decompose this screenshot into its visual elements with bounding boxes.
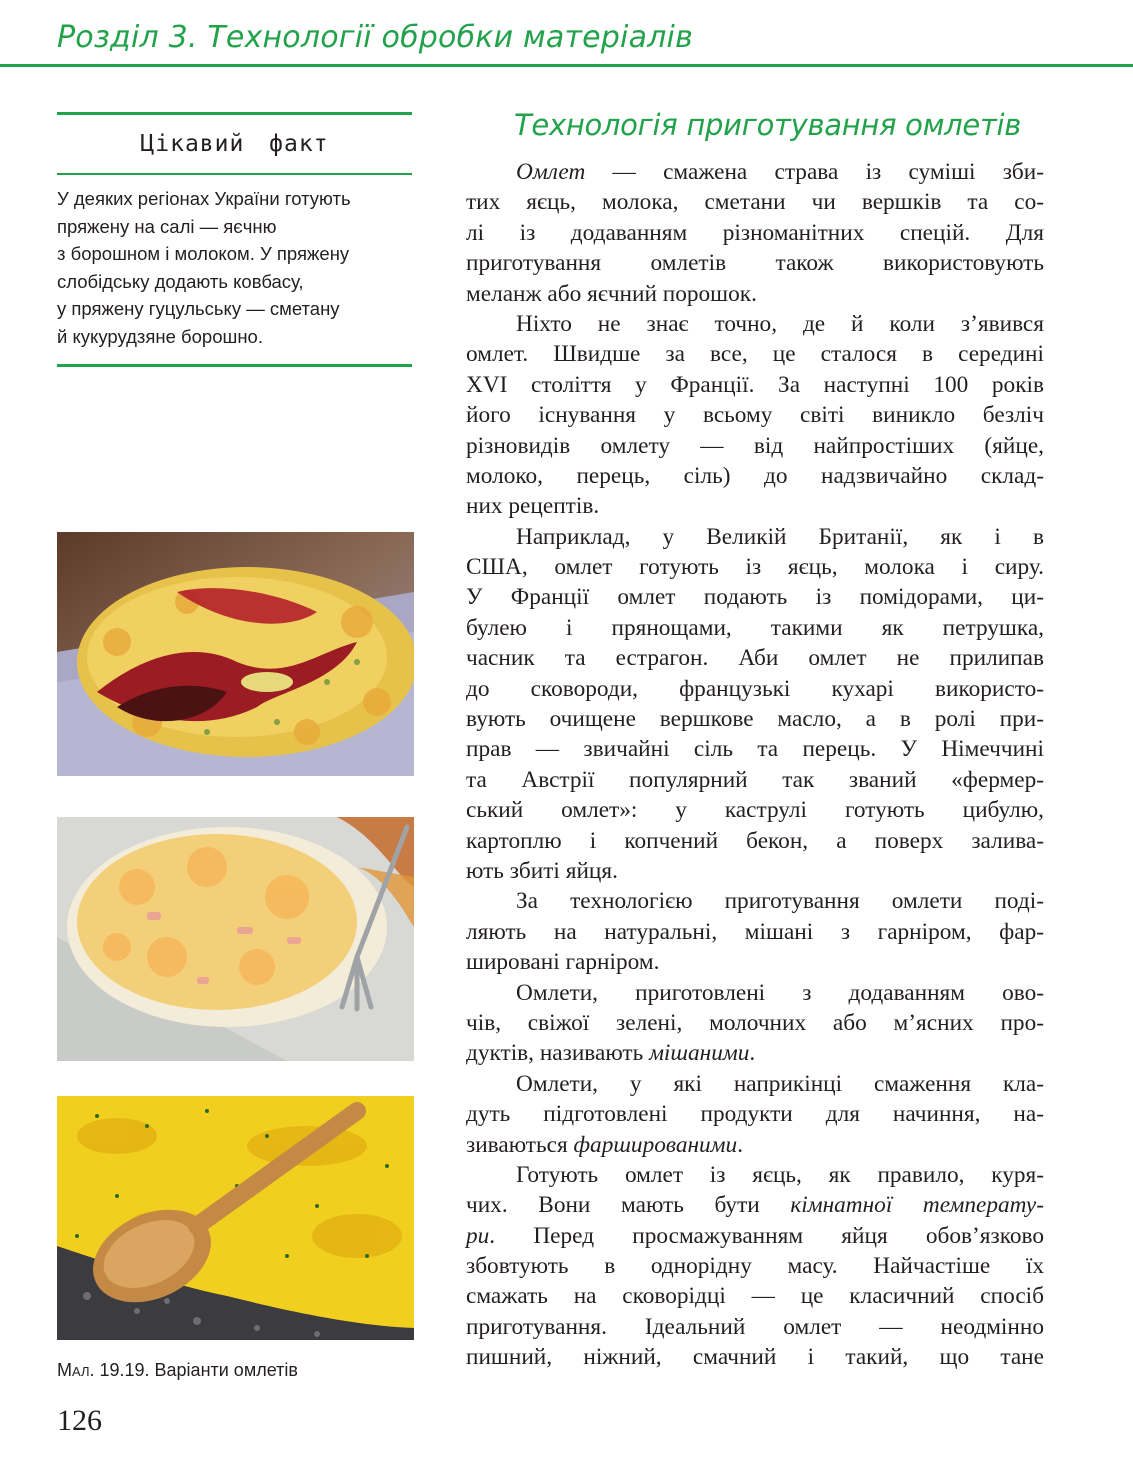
body-line: та Австрії популярний так званий «фермер-: [466, 766, 1044, 793]
page-header: [0, 0, 1133, 70]
body-line: ри. Перед просмажуванням яйця обов’язково: [466, 1222, 1044, 1249]
body-line: Омлети, у які наприкінці смаження кла-: [516, 1070, 1044, 1097]
body-line: меланж або яєчний порошок.: [466, 280, 757, 307]
fact-line: У деяких регіонах України готують: [57, 188, 351, 209]
fact-line: з борошном і молоком. У пряжену: [57, 243, 350, 264]
caption-prefix: Мал.: [57, 1360, 95, 1380]
fact-text: [57, 175, 412, 350]
body-line: них рецептів.: [466, 493, 600, 520]
body-line: збовтують в однорідну масу. Найчастіше їх: [466, 1253, 1044, 1280]
term-mixed: мішаними: [649, 1040, 750, 1067]
body-line: омлет. Швидше за все, це сталося в середині: [466, 341, 1044, 368]
figure-caption: [57, 1360, 298, 1381]
fact-line: у пряжену гуцульську — сметану: [57, 298, 340, 319]
body-line: чих. Вони мають бути кімнатної температу-: [466, 1192, 1044, 1219]
body-line: дуктів, називають мішаними.: [466, 1040, 756, 1067]
omelette-photo-sauce: [57, 532, 414, 776]
fact-title: Цікавий факт: [140, 131, 329, 157]
term-stuffed: фаршированими: [573, 1131, 738, 1158]
body-line: ють збиті яйця.: [466, 857, 618, 884]
body-line: Готують омлет із яєць, як правило, куря-: [516, 1161, 1044, 1188]
body-line: приготування. Ідеальний омлет — неодмінно: [466, 1313, 1044, 1340]
body-line: зиваються фаршированими.: [466, 1131, 744, 1158]
body-line: лі із додаванням різноманітних спецій. Для: [466, 219, 1044, 246]
body-line: Наприклад, у Великій Британії, як і в: [516, 523, 1044, 550]
fact-box: [57, 112, 412, 367]
body-line: різновидів омлету — від найпростіших (яйце,: [466, 432, 1044, 459]
omelette-photo-spoon: [57, 1096, 414, 1340]
body-line: картоплю і копчений бекон, а поверх залива-: [466, 827, 1044, 854]
body-line: Ніхто не знає точно, де й коли з’явився: [516, 310, 1044, 337]
body-line: чів, свіжої зелені, молочних або м’ясних про-: [466, 1009, 1044, 1036]
term-omelet: Омлет: [516, 159, 586, 185]
body-line: тих яєць, молока, сметани чи вершків та со-: [466, 189, 1044, 216]
body-line: шировані гарніром.: [466, 949, 660, 976]
body-line: ський омлет»: у каструлі готують цибулю,: [466, 797, 1044, 824]
body-line: до сковороди, французькі кухарі використо-: [466, 675, 1044, 702]
body-line: його існування у всьому світі виникло безліч: [466, 402, 1044, 429]
term-room-temperature: кімнатної температу-: [790, 1192, 1044, 1219]
body-line: булею і прянощами, такими як петрушка,: [466, 614, 1044, 641]
body-line: За технологією приготування омлети поді-: [516, 888, 1044, 915]
body-line: часник та естрагон. Аби омлет не прилипав: [466, 645, 1044, 672]
body-line: приготування омлетів також використовують: [466, 250, 1044, 277]
body-line: США, омлет готують із яєць, молока і сиру.: [466, 554, 1044, 581]
body-line: У Франції омлет подають із помідорами, ци-: [466, 584, 1044, 611]
caption-text: 19.19. Варіанти омлетів: [94, 1360, 298, 1380]
body-line: пишний, ніжний, смачний і такий, що тане: [466, 1344, 1044, 1371]
body-line: XVI століття у Франції. За наступні 100 років: [466, 371, 1044, 398]
section-title: Технологія приготування омлетів: [514, 108, 1022, 142]
omelette-photo-fork: [57, 817, 414, 1061]
body-line: вують очищене вершкове масло, а в ролі при-: [466, 706, 1044, 733]
fact-bottom-rule: [57, 364, 412, 367]
page-number: 126: [57, 1404, 102, 1437]
body-line: прав — звичайні сіль та перець. У Німеччині: [466, 736, 1044, 763]
fact-line: пряжену на салі — яєчню: [57, 215, 277, 237]
body-line: смажать на сковорідці — це класичний спосіб: [466, 1283, 1044, 1310]
fact-line: слобідську додають ковбасу,: [57, 270, 304, 292]
header-rule: [0, 64, 1133, 67]
body-line: молоко, перець, сіль) до надзвичайно склад-: [466, 462, 1044, 489]
body-line: ляють на натуральні, мішані з гарніром, фар-: [466, 918, 1044, 945]
body-text: [466, 157, 1044, 1373]
body-line: Омлет — смажена страва із суміші зби-: [516, 159, 1044, 185]
chapter-title: Розділ 3. Технології обробки матеріалів: [57, 20, 693, 55]
body-line: дуть підготовлені продукти для начиння, на-: [466, 1101, 1044, 1128]
fact-line: й кукурудзяне борошно.: [57, 325, 263, 347]
body-line: Омлети, приготовлені з додаванням ово-: [516, 979, 1044, 1006]
